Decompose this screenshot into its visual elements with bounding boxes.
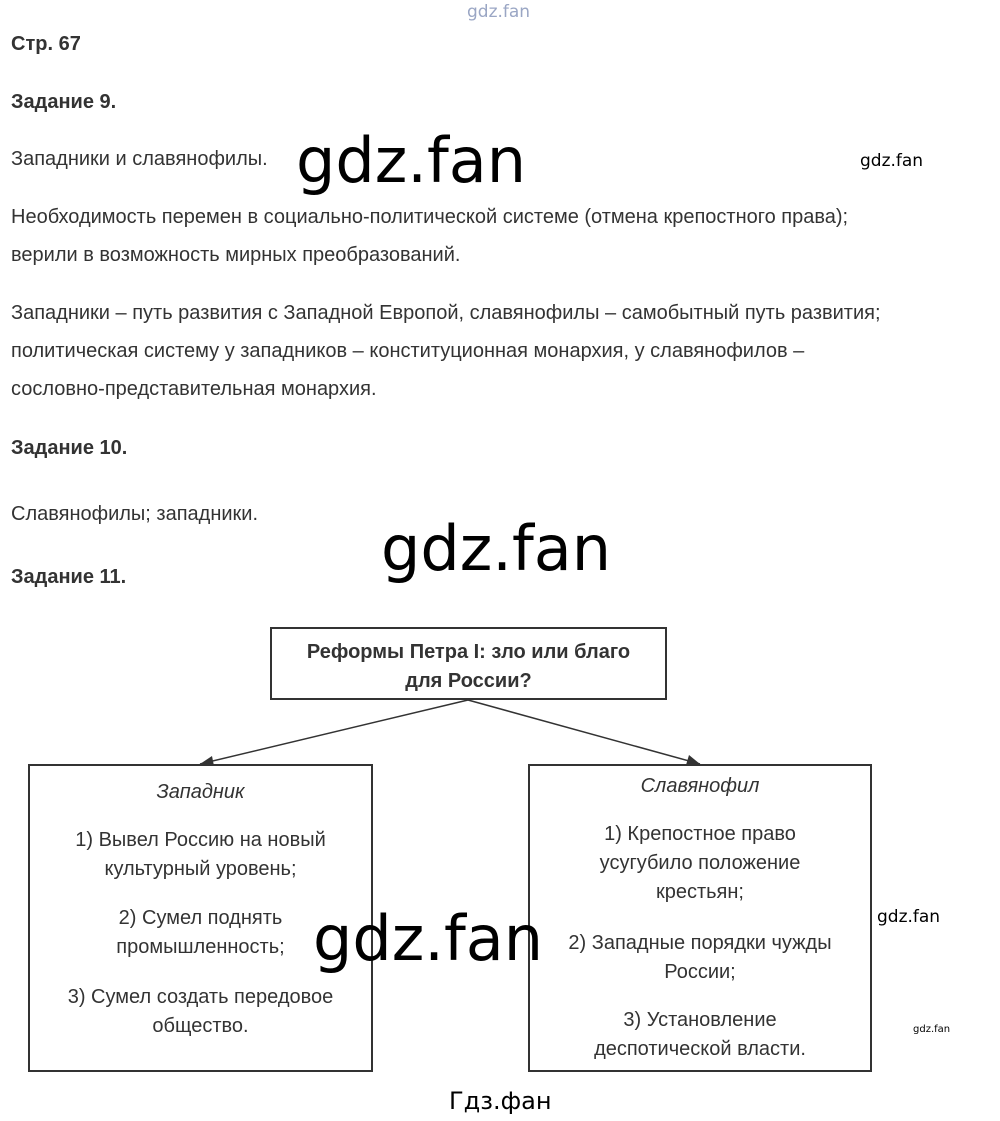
page-label: Стр. 67 [11,33,81,55]
right-box-title: Славянофил [640,775,760,797]
task11-heading: Задание 11. [11,566,127,588]
watermark-large: gdz.fan [381,512,612,585]
right-item-3: 3) Установление деспотической власти. [594,1009,806,1060]
diagram-top-line: для России? [405,670,532,692]
watermark-tiny: gdz.fan [913,1024,951,1035]
left-box-title: Западник [156,781,245,803]
watermark-large: gdz.fan [313,902,544,975]
left-item-2: 2) Сумел поднять промышленность; [116,907,285,958]
task10-answer: Славянофилы; западники. [11,503,259,525]
diagram-right-box [528,764,872,1072]
task10-heading: Задание 10. [11,437,128,459]
text-line: политическая систему у западников – конституционная монархия, у славянофилов – [11,340,805,362]
watermark-small: gdz.fan [860,151,924,171]
task9-paragraph-1: Западники и славянофилы. [11,148,268,170]
task9-heading: Задание 9. [11,91,117,113]
diagram-top-line: Реформы Петра I: зло или благо [306,641,631,663]
text-line: сословно-представительная монархия. [11,378,377,400]
right-item-2: 2) Западные порядки чужды России; [568,932,832,983]
right-item-1: 1) Крепостное право усугубило положение крестьян; [599,823,801,903]
watermark-small: gdz.fan [877,907,941,927]
watermark-large: gdz.fan [296,124,527,197]
text-line: верили в возможность мирных преобразований. [11,244,461,266]
left-item-3: 3) Сумел создать передовое общество. [67,986,334,1037]
left-item-1: 1) Вывел Россию на новый культурный уровень; [75,829,326,880]
footer-text: Гдз.фан [449,1087,552,1115]
text-line: Западники – путь развития с Западной Европой, славянофилы – самобытный путь развития; [11,302,881,324]
text-line: Необходимость перемен в социально-политической системе (отмена крепостного права); [11,206,849,228]
arrow-right-line [468,700,700,764]
watermark-top: gdz.fan [467,2,531,22]
arrow-left-line [200,700,468,764]
